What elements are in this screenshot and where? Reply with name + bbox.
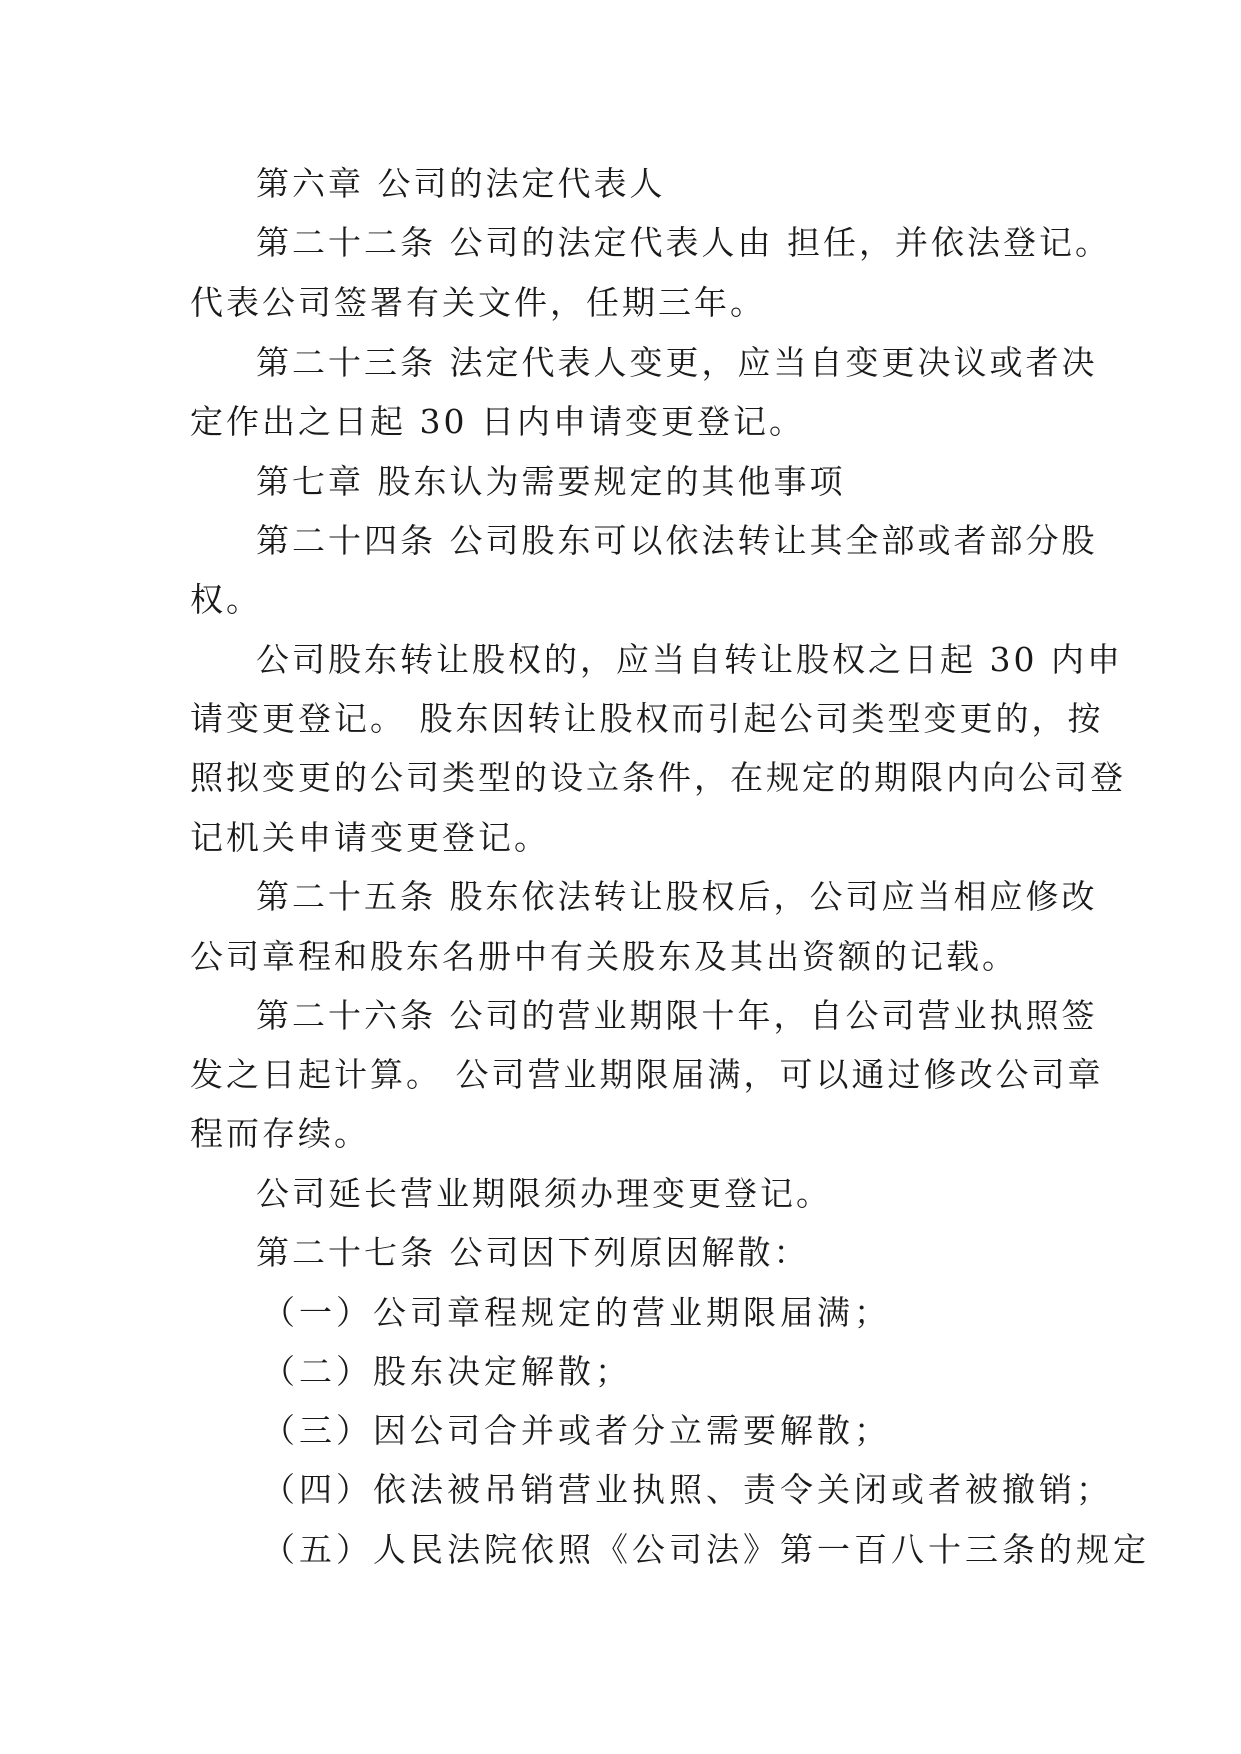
transfer-paragraph-line-4: 记机关申请变更登记。 <box>190 818 550 857</box>
transfer-paragraph-line-2: 请变更登记。 股东因转让股权而引起公司类型变更的，按 <box>190 699 1104 738</box>
article-24-line-2: 权。 <box>190 580 262 619</box>
transfer-paragraph-line-3: 照拟变更的公司类型的设立条件，在规定的期限内向公司登 <box>190 758 1126 797</box>
article-24-line-1: 第二十四条 公司股东可以依法转让其全部或者部分股 <box>256 521 1098 560</box>
article-22-line-2: 代表公司签署有关文件，任期三年。 <box>190 283 766 322</box>
article-26-line-3: 程而存续。 <box>190 1114 370 1153</box>
transfer-paragraph-line-1: 公司股东转让股权的，应当自转让股权之日起 30 内申 <box>256 640 1123 679</box>
dissolution-item-1: （一）公司章程规定的营业期限届满； <box>262 1293 891 1332</box>
article-23-line-2: 定作出之日起 30 日内申请变更登记。 <box>190 402 805 441</box>
article-27-line-1: 第二十七条 公司因下列原因解散： <box>256 1233 810 1272</box>
chapter-7-heading: 第七章 股东认为需要规定的其他事项 <box>256 462 846 501</box>
article-26-line-1: 第二十六条 公司的营业期限十年，自公司营业执照签 <box>256 996 1098 1035</box>
article-26-line-2: 发之日起计算。 公司营业期限届满，可以通过修改公司章 <box>190 1055 1104 1094</box>
dissolution-item-2: （二）股东决定解散； <box>262 1352 632 1391</box>
article-23-line-1: 第二十三条 法定代表人变更，应当自变更决议或者决 <box>256 343 1098 382</box>
extension-paragraph: 公司延长营业期限须办理变更登记。 <box>256 1174 832 1213</box>
article-25-line-1: 第二十五条 股东依法转让股权后，公司应当相应修改 <box>256 877 1098 916</box>
article-22-line-1: 第二十二条 公司的法定代表人由 担任，并依法登记。 <box>256 223 1111 262</box>
article-25-line-2: 公司章程和股东名册中有关股东及其出资额的记载。 <box>190 937 1018 976</box>
chapter-6-heading: 第六章 公司的法定代表人 <box>256 164 666 203</box>
dissolution-item-5: （五）人民法院依照《公司法》第一百八十三条的规定 <box>262 1530 1150 1569</box>
dissolution-item-4: （四）依法被吊销营业执照、责令关闭或者被撤销； <box>262 1470 1113 1509</box>
dissolution-item-3: （三）因公司合并或者分立需要解散； <box>262 1411 891 1450</box>
